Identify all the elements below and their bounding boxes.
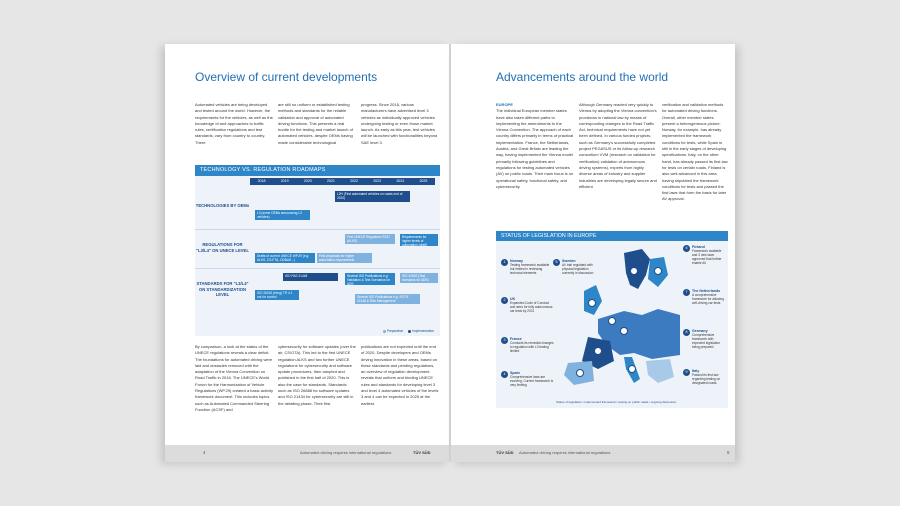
callout-number: 3	[501, 337, 508, 344]
left-text-col-3: progress. Since 2018, various manufacturers have advertised level 3 vehicles as individually approved vehicles undergoing testing or even those market launch. As early as this year, test vehicles will be launched with functionalities beyond SAE level 3.	[361, 102, 438, 145]
callout-germany	[685, 329, 726, 350]
legend-dot	[408, 330, 411, 333]
callout-text: Passed its first law regarding testing on designated roads	[692, 373, 721, 386]
roadmap-bar: ISO PAS 21448	[283, 273, 338, 281]
left-footer	[165, 445, 449, 462]
map-marker	[589, 300, 596, 307]
callout-text: Framework available and 3 new laws approved that further enable AV	[692, 249, 722, 266]
map-marker	[629, 366, 636, 373]
callout-number: 9	[683, 369, 690, 376]
roadmap-header	[195, 165, 440, 176]
left-page-title: Overview of current developments	[195, 70, 378, 84]
callout-country: The Netherlands	[692, 289, 721, 293]
right-text-col-1-body: The individual European member states have also taken different paths to implementing the amendments to the Vienna Convention. The approach of each country differs primarily in terms of practical implementation. France, the Netherlands, Austria, and Great Britain are leading the way, having implemented the Vienna model primarily following guidelines and regulations for testing automated vehicles (AV) on public roads. Their main focus is on operational safety, functional safety, and cybersecurity.	[496, 108, 574, 189]
year-label: 2022	[350, 179, 359, 183]
year-label: 2018	[257, 179, 266, 183]
map-marker	[609, 318, 616, 325]
map-marker	[595, 348, 602, 355]
map-marker	[655, 268, 662, 275]
callout-number: 7	[683, 289, 690, 296]
right-text-col-3: verification and validation methods for automated driving functions. Overall, other member states present a heterogeneous picture. Norway, for example, has already implemented the framework conditions for tests, while Spain is still in the early stages of developing specifications. Italy, on the other hand, has already passed its first law for tests on certain roads. Finland is also well advanced in this area, having stipulated the framework conditions for tests and passed the first laws that form the basis for later AV approval.	[662, 102, 728, 202]
roadmap-bar: Several ISO Publications e.g. Validation & Test Scenarios for ADS	[345, 273, 395, 285]
roadmap-divider	[195, 268, 440, 269]
callout-number: 6	[683, 245, 690, 252]
callout-number: 1	[501, 259, 508, 266]
roadmap-title: TECHNOLOGY VS. REGULATION ROADMAPS	[200, 167, 326, 173]
roadmap-divider	[195, 229, 440, 230]
legend-dot	[383, 330, 386, 333]
callout-text: Conducts its remedial changes to regulation with L3 testing limited	[510, 341, 554, 354]
callout-text: Comprehensive framework with expected legislation being prepared	[692, 333, 720, 350]
legend-item: Preparation	[386, 329, 404, 333]
callout-country: UK	[510, 297, 516, 301]
section-subheading: EUROPE	[496, 102, 513, 107]
roadmap-years	[250, 178, 435, 185]
year-label: 2019	[280, 179, 289, 183]
roadmap-legend	[379, 329, 434, 333]
map-marker	[577, 370, 584, 377]
callout-country: Finland	[692, 245, 705, 249]
right-page	[451, 44, 735, 462]
roadmap-bar: L3 (some OEMs announcing L3 vehicles)	[255, 210, 310, 220]
callout-spain	[503, 371, 554, 388]
roadmap-bar: First proposals for higher automation requirements	[317, 253, 372, 263]
callout-number: 4	[501, 371, 508, 378]
year-label: 2025	[419, 179, 428, 183]
roadmap-row-label-unece: REGULATIONS FOR "L3/L4" ON UNECE LEVEL	[196, 242, 249, 253]
footer-brand: TÜV SÜD	[413, 450, 431, 455]
callout-text: AV trial regulated with physical legislation currently in discussion	[562, 263, 594, 276]
roadmap-row-label-oems: TECHNOLOGIES BY OEMs	[195, 203, 250, 208]
right-text-col-2: Although Germany reacted very quickly to Vienna by adopting the Vienna convention's provisions in national law by means of corresponding changes to the Road Traffic Act, technical requirements have not yet been defined. In various funded projects, such as Germany's successfully completed project PEGASUS or its follow-up research consortium VVM (research on validation for verification) validation of autonomous driving systems), experts from highly diverse areas of industry and supplier industries are developing legally secure and efficient	[579, 102, 657, 189]
left-text-col-5: cybersecurity for software updates (over the air, CS/OTA). This led to the first UNECE regulation ALKS and two further UNECE regulations for cybersecurity and software update procedures, then adopted and published in the first half of 2020. This is also the case for standards. Standards such as ISO 26888 for software updates and ISO 21434 for cybersecurity are still in the detailing phase. Their first	[278, 344, 356, 406]
page-number: 5	[727, 450, 730, 455]
page-number: 4	[203, 450, 206, 455]
callout-text: Expanded Code of Conduct and aims for fully autonomous car tests by 2021	[510, 301, 553, 314]
roadmap-bar: Drafts of current UNECE WP.29 (e.g. ALKS, CS-FTA, ODBAS...)	[255, 253, 315, 263]
callout-sweden	[555, 259, 600, 276]
left-text-col-4: By comparison, a look at the status of the UNECE regulations reveals a clear deficit. The foundations for automated driving were laid and obstacles removed with the adaptation of the Vienna Convention on Road Traffic in 2016. The UNECE's World Forum for the Harmonization of Vehicle Regulations (WP.29) created a basic activity framework document. This includes topics such as Automated Commanded Steering Function (ACSF) and	[195, 344, 273, 412]
callout-france	[503, 337, 554, 354]
callout-country: Sweden	[562, 259, 576, 263]
callout-finland	[685, 245, 726, 266]
map-legend: Status of legislation: implemented framework / testing on public roads / ongoing discussion	[556, 400, 677, 404]
callout-norway	[503, 259, 554, 276]
left-page	[165, 44, 449, 462]
map-marker	[621, 328, 628, 335]
callout-number: 5	[553, 259, 560, 266]
footer-text: Automated driving requires international regulations	[519, 450, 611, 455]
year-label: 2023	[373, 179, 382, 183]
callout-text: Comprehensive laws are evolving. Current framework is very limiting	[510, 375, 554, 388]
right-footer	[451, 445, 735, 462]
map-marker	[631, 268, 638, 275]
callout-uk	[503, 297, 554, 314]
callout-country: France	[510, 337, 522, 341]
roadmap-row-label-standards: STANDARDS FOR "L3/L4" ON STANDARDIZATION LEVEL	[196, 281, 249, 297]
roadmap-bar: Several ISO Publications e.g. SOTIF 21448 & Risk Management	[355, 294, 420, 304]
map-header	[496, 231, 728, 241]
callout-country: Spain	[510, 371, 520, 375]
left-text-col-1: Automated vehicles are being developed and tested around the world. However, the requirements for the vehicles, as well as the knowledge of and approaches to traffic rules, certification regulations and test standards, vary from country to country. There	[195, 102, 273, 145]
callout-country: Norway	[510, 259, 523, 263]
legend-item: Implementation	[412, 329, 434, 333]
right-page-title: Advancements around the world	[496, 70, 669, 84]
roadmap-bar: L2H (First automated vehicles on roads end of 2020)	[335, 191, 410, 202]
year-label: 2024	[396, 179, 405, 183]
map-title: STATUS OF LEGISLATION IN EUROPE	[501, 233, 597, 239]
callout-italy	[685, 369, 726, 386]
roadmap-chart	[195, 165, 440, 336]
footer-brand: TÜV SÜD	[496, 450, 514, 455]
callout-netherlands	[685, 289, 726, 306]
left-text-col-2: are still no uniform or established testing methods and standards for the reliable validation and approval of automated driving functions. This presents a real hurdle for the testing and market launch of automated vehicles, despite OEMs having made considerable technological	[278, 102, 353, 145]
callout-country: Italy	[692, 369, 700, 373]
footer-text: Automated driving requires international regulations	[300, 450, 392, 455]
left-text-col-6: publications are not expected until the end of 2020. Despite developers and OEMs driving innovation in these areas, based on these standards and pending regulations, an overview of regulation development reveals that uniform and binding UNECE rules and standards for developing level 3 and level 4 automated vehicles of the levels 3 and 4 can be expected in 2025 at the earliest.	[361, 344, 439, 406]
roadmap-bar: First UNECE Regulation R157 (ALKS)	[345, 234, 395, 244]
roadmap-bar: ISO 26262 (Hmg) TR 4.1 not for control	[255, 290, 299, 300]
europe-map-panel	[496, 231, 728, 408]
callout-text: A comprehensive framework for allowing self-driving car tests	[692, 293, 724, 306]
roadmap-bar: Requirements for higher levels of automation (draft)	[400, 234, 438, 246]
roadmap-bar: ISO 34502 (Test scenarios for ADS)	[400, 273, 438, 283]
right-text-col-1	[496, 102, 574, 190]
year-label: 2021	[326, 179, 335, 183]
callout-number: 8	[683, 329, 690, 336]
year-label: 2020	[303, 179, 312, 183]
callout-number: 2	[501, 297, 508, 304]
callout-text: Testing framework available but limited in reviewing technical elements	[510, 263, 550, 276]
callout-country: Germany	[692, 329, 708, 333]
